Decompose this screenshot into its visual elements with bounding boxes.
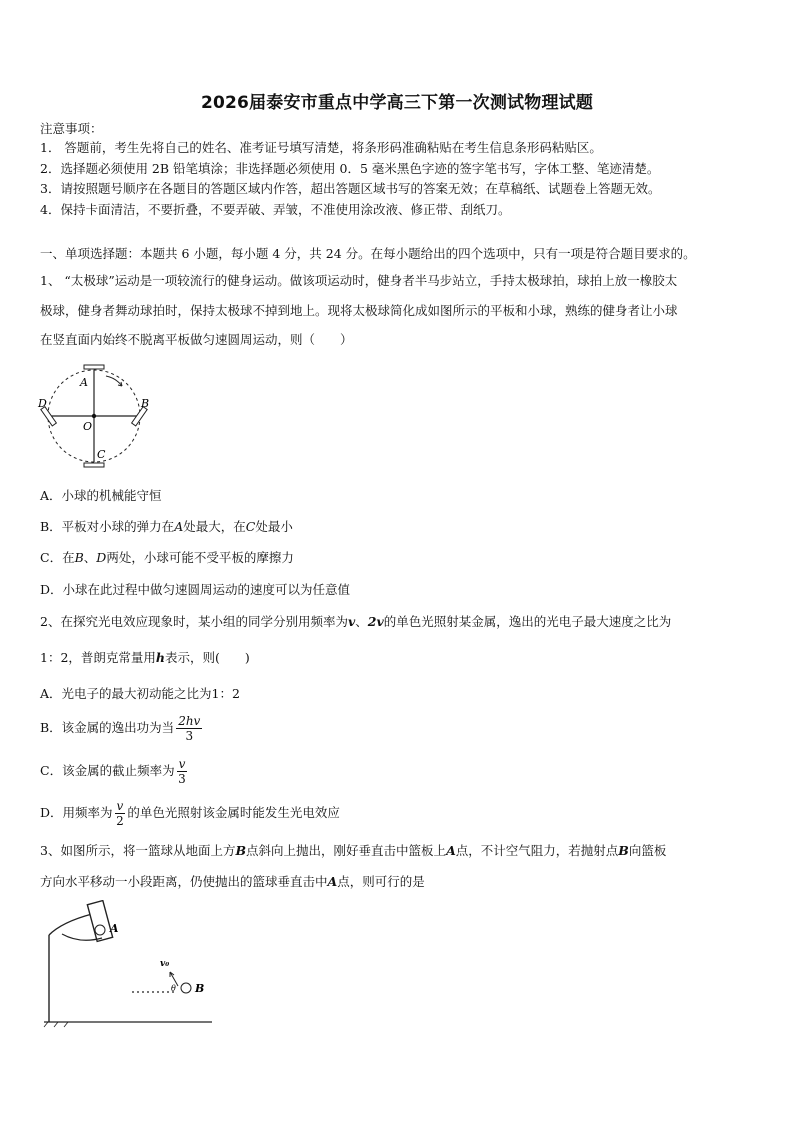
- q1-stem-line-2: 极球，健身者舞动球拍时，保持太极球不掉到地上。现将太极球简化成如图所示的平板和小球，熟练的健身者让小球: [40, 303, 678, 318]
- q2-option-c: C．该金属的截止频率为 $\frac{v}{3}$: [40, 757, 186, 786]
- page-title: 2026届泰安市重点中学高三下第一次测试物理试题: [200, 93, 594, 113]
- notice-item-2: 2．选择题必须使用 2B 铅笔填涂；非选择题必须使用 0．5 毫米黑色字迹的签字笔书写，字体工整、笔迹清楚。: [40, 161, 660, 176]
- q3-label-A: A: [110, 922, 119, 935]
- q1-stem-line-1: 1、 “太极球”运动是一项较流行的健身运动。做该项运动时，健身者半马步站立，手持太极球拍，球拍上放一橡胶太: [40, 273, 678, 288]
- q3-basketball-figure: [40, 900, 220, 1030]
- q1-label-A: A: [80, 376, 88, 389]
- q3-label-v0: v₀: [160, 959, 170, 969]
- q1-label-D: D: [38, 397, 47, 410]
- q1-stem-line-3: 在竖直面内始终不脱离平板做匀速圆周运动，则（ ）: [40, 332, 353, 347]
- q2-option-a: A．光电子的最大初动能之比为1：2: [40, 686, 240, 701]
- q1-option-d: D．小球在此过程中做匀速圆周运动的速度可以为任意值: [40, 582, 351, 597]
- q1-taiji-figure: [34, 360, 158, 470]
- q2-option-d-fraction: $\frac{v}{2}$: [116, 799, 124, 828]
- notice-item-3: 3．请按照题号顺序在各题目的答题区域内作答，超出答题区域书写的答案无效；在草稿纸、试题卷上答题无效。: [40, 181, 661, 196]
- q3-stem-line-2: 方向水平移动一小段距离，仍使抛出的篮球垂直击中A点，则可行的是: [40, 874, 425, 889]
- notice-item-4: 4．保持卡面清洁，不要折叠，不要弄破、弄皱，不准使用涂改液、修正带、刮纸刀。: [40, 202, 511, 217]
- q2-option-b: B．该金属的逸出功为当 $\frac{2hv}{3}$: [40, 714, 201, 743]
- q2-option-d: D．用频率为 $\frac{v}{2}$ 的单色光照射该金属时能发生光电效应: [40, 799, 340, 828]
- q3-label-B: B: [195, 982, 205, 995]
- q1-option-b: B．平板对小球的弹力在A处最大，在C处最小: [40, 519, 293, 534]
- q2-option-b-fraction: $\frac{2hv}{3}$: [178, 714, 201, 743]
- q2-option-c-fraction: $\frac{v}{3}$: [178, 757, 186, 786]
- q1-label-C: C: [97, 448, 106, 461]
- q1-label-O: O: [83, 420, 93, 433]
- q3-stem-line-1: 3、如图所示，将一篮球从地面上方B点斜向上抛出，刚好垂直击中篮板上A点，不计空气阻力，若抛射点B向篮板: [40, 843, 667, 858]
- notice-heading: 注意事项：: [40, 121, 103, 136]
- notice-item-1: 1． 答题前，考生先将自己的姓名、准考证号填写清楚，将条形码准确粘贴在考生信息条形码粘贴区。: [40, 140, 602, 155]
- q2-stem-line-1: 2、在探究光电效应现象时，某小组的同学分别用频率为v、2v的单色光照射某金属，逸出的光电子最大速度之比为: [40, 614, 672, 629]
- q2-stem-line-2: 1：2，普朗克常量用h表示，则( ): [40, 650, 250, 665]
- q1-option-a: A．小球的机械能守恒: [40, 488, 162, 503]
- q1-label-B: B: [141, 397, 150, 410]
- q1-option-c: C．在B、D两处，小球可能不受平板的摩擦力: [40, 550, 294, 565]
- q3-label-theta: θ: [171, 984, 176, 993]
- section-heading: 一、单项选择题：本题共 6 小题，每小题 4 分，共 24 分。在每小题给出的四个选项中，只有一项是符合题目要求的。: [40, 246, 696, 261]
